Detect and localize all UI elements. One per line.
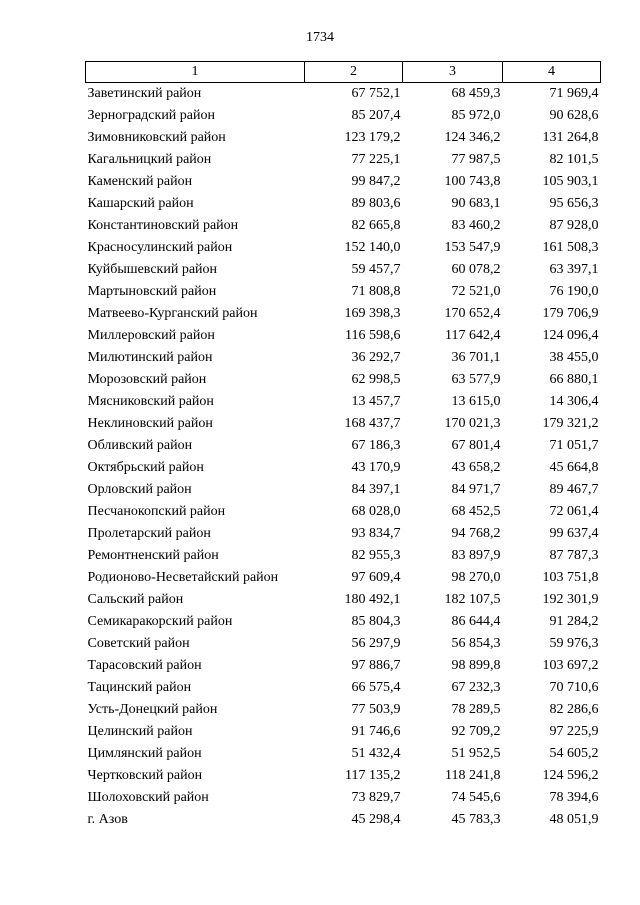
district-name-cell: Обливский район (87, 438, 193, 453)
value-cell: 99 637,4 (549, 526, 599, 541)
district-name-cell: Зерноградский район (87, 108, 215, 123)
value-cell: 68 028,0 (351, 504, 401, 519)
value-cell: 76 190,0 (549, 284, 599, 299)
value-cell: 131 264,8 (542, 130, 599, 145)
table-row (86, 347, 601, 369)
district-name-cell: Октябрьский район (87, 460, 204, 475)
table-row (86, 677, 601, 699)
value-cell: 87 787,3 (549, 548, 599, 563)
value-cell: 90 628,6 (549, 108, 599, 123)
value-cell: 124 346,2 (444, 130, 501, 145)
value-cell: 117 135,2 (345, 768, 401, 783)
district-name-cell: Пролетарский район (87, 526, 211, 541)
district-name-cell: Мартыновский район (87, 284, 217, 299)
value-cell: 124 096,4 (542, 328, 599, 343)
district-name-cell: Миллеровский район (87, 328, 215, 343)
value-cell: 74 545,6 (451, 790, 501, 805)
value-cell: 71 969,4 (549, 86, 599, 101)
value-cell: 63 577,9 (451, 372, 501, 387)
value-cell: 82 665,8 (351, 218, 401, 233)
value-cell: 98 270,0 (451, 570, 501, 585)
district-name-cell: Ремонтненский район (87, 548, 219, 563)
table-row (86, 369, 601, 391)
value-cell: 68 459,3 (451, 86, 501, 101)
table-row (86, 765, 601, 787)
value-cell: 43 170,9 (351, 460, 401, 475)
table-row (86, 83, 601, 106)
value-cell: 77 225,1 (351, 152, 401, 167)
table-row (86, 237, 601, 259)
value-cell: 124 596,2 (542, 768, 599, 783)
value-cell: 85 804,3 (351, 614, 401, 629)
value-cell: 103 751,8 (542, 570, 599, 585)
value-cell: 77 987,5 (451, 152, 501, 167)
value-cell: 92 709,2 (451, 724, 501, 739)
table-row (86, 633, 601, 655)
value-cell: 83 460,2 (451, 218, 501, 233)
district-name-cell: Усть-Донецкий район (87, 702, 218, 717)
district-name-cell: Чертковский район (87, 768, 203, 783)
value-cell: 71 051,7 (549, 438, 599, 453)
value-cell: 60 078,2 (451, 262, 501, 277)
value-cell: 168 437,7 (344, 416, 401, 431)
table-row (86, 567, 601, 589)
value-cell: 77 503,9 (351, 702, 401, 717)
value-cell: 67 232,3 (451, 680, 501, 695)
value-cell: 153 547,9 (444, 240, 501, 255)
table-row (86, 413, 601, 435)
district-name-cell: Мясниковский район (87, 394, 214, 409)
value-cell: 152 140,0 (344, 240, 401, 255)
table-row (86, 721, 601, 743)
value-cell: 89 803,6 (351, 196, 401, 211)
value-cell: 85 972,0 (451, 108, 501, 123)
column-header: 4 (503, 62, 601, 83)
table-row (86, 655, 601, 677)
table-row (86, 457, 601, 479)
value-cell: 56 297,9 (351, 636, 401, 651)
value-cell: 56 854,3 (451, 636, 501, 651)
value-cell: 72 061,4 (549, 504, 599, 519)
district-name-cell: Милютинский район (87, 350, 213, 365)
district-name-cell: Тацинский район (87, 680, 192, 695)
value-cell: 93 834,7 (351, 526, 401, 541)
table-row (86, 787, 601, 809)
table-row (86, 281, 601, 303)
value-cell: 105 903,1 (542, 174, 599, 189)
district-name-cell: Кагальницкий район (87, 152, 212, 167)
table-row (86, 501, 601, 523)
value-cell: 99 847,2 (351, 174, 401, 189)
data-table (85, 61, 601, 831)
value-cell: 66 880,1 (549, 372, 599, 387)
table-row (86, 589, 601, 611)
district-name-cell: Куйбышевский район (87, 262, 218, 277)
value-cell: 59 976,3 (549, 636, 599, 651)
table-row (86, 193, 601, 215)
value-cell: 89 467,7 (549, 482, 599, 497)
table-row (86, 545, 601, 567)
value-cell: 87 928,0 (549, 218, 599, 233)
table-row (86, 479, 601, 501)
value-cell: 95 656,3 (549, 196, 599, 211)
page-number: 1734 (306, 30, 334, 45)
value-cell: 179 321,2 (542, 416, 599, 431)
value-cell: 97 225,9 (549, 724, 599, 739)
district-name-cell: г. Азов (87, 812, 128, 827)
value-cell: 43 658,2 (451, 460, 501, 475)
table-row (86, 105, 601, 127)
table-row (86, 391, 601, 413)
table-row (86, 325, 601, 347)
district-name-cell: Сальский район (87, 592, 184, 607)
district-name-cell: Тарасовский район (87, 658, 202, 673)
value-cell: 14 306,4 (549, 394, 599, 409)
district-name-cell: Матвеево-Курганский район (87, 306, 258, 321)
value-cell: 78 289,5 (451, 702, 501, 717)
table-row (86, 523, 601, 545)
value-cell: 123 179,2 (344, 130, 401, 145)
district-name-cell: Неклиновский район (87, 416, 213, 431)
value-cell: 117 642,4 (445, 328, 501, 343)
value-cell: 84 397,1 (351, 482, 401, 497)
value-cell: 94 768,2 (451, 526, 501, 541)
table-row (86, 149, 601, 171)
district-name-cell: Песчанокопский район (87, 504, 226, 519)
value-cell: 51 432,4 (351, 746, 401, 761)
value-cell: 13 615,0 (451, 394, 501, 409)
value-cell: 73 829,7 (351, 790, 401, 805)
value-cell: 45 298,4 (351, 812, 401, 827)
table-header-row (86, 62, 601, 83)
value-cell: 170 021,3 (444, 416, 501, 431)
value-cell: 45 664,8 (549, 460, 599, 475)
district-name-cell: Зимовниковский район (87, 130, 226, 145)
column-header: 2 (305, 62, 403, 83)
column-header: 1 (86, 62, 305, 83)
value-cell: 82 286,6 (549, 702, 599, 717)
value-cell: 63 397,1 (549, 262, 599, 277)
table-body (86, 83, 601, 832)
value-cell: 82 955,3 (351, 548, 401, 563)
value-cell: 54 605,2 (549, 746, 599, 761)
value-cell: 68 452,5 (451, 504, 501, 519)
table-row (86, 171, 601, 193)
table-row (86, 699, 601, 721)
value-cell: 118 241,8 (445, 768, 501, 783)
value-cell: 51 952,5 (451, 746, 501, 761)
value-cell: 13 457,7 (351, 394, 401, 409)
value-cell: 62 998,5 (351, 372, 401, 387)
district-name-cell: Родионово-Несветайский район (87, 570, 279, 585)
table-row (86, 611, 601, 633)
value-cell: 192 301,9 (542, 592, 599, 607)
district-name-cell: Орловский район (87, 482, 192, 497)
value-cell: 91 746,6 (351, 724, 401, 739)
value-cell: 67 801,4 (451, 438, 501, 453)
table-row (86, 259, 601, 281)
table-row (86, 303, 601, 325)
value-cell: 38 455,0 (549, 350, 599, 365)
value-cell: 78 394,6 (549, 790, 599, 805)
value-cell: 161 508,3 (542, 240, 599, 255)
value-cell: 98 899,8 (451, 658, 501, 673)
value-cell: 45 783,3 (451, 812, 501, 827)
value-cell: 36 701,1 (451, 350, 501, 365)
district-name-cell: Кашарский район (87, 196, 194, 211)
value-cell: 66 575,4 (351, 680, 401, 695)
district-name-cell: Целинский район (87, 724, 193, 739)
district-name-cell: Константиновский район (87, 218, 239, 233)
value-cell: 179 706,9 (542, 306, 599, 321)
value-cell: 71 808,8 (351, 284, 401, 299)
district-name-cell: Заветинский район (87, 86, 202, 101)
value-cell: 84 971,7 (451, 482, 501, 497)
table-row (86, 127, 601, 149)
value-cell: 67 186,3 (351, 438, 401, 453)
value-cell: 116 598,6 (345, 328, 401, 343)
value-cell: 100 743,8 (444, 174, 501, 189)
district-name-cell: Каменский район (87, 174, 193, 189)
value-cell: 90 683,1 (451, 196, 501, 211)
value-cell: 169 398,3 (344, 306, 401, 321)
value-cell: 48 051,9 (549, 812, 599, 827)
value-cell: 85 207,4 (351, 108, 401, 123)
value-cell: 83 897,9 (451, 548, 501, 563)
district-name-cell: Советский район (87, 636, 190, 651)
value-cell: 97 609,4 (351, 570, 401, 585)
value-cell: 180 492,1 (344, 592, 401, 607)
value-cell: 182 107,5 (444, 592, 501, 607)
column-header: 3 (403, 62, 503, 83)
value-cell: 91 284,2 (549, 614, 599, 629)
district-name-cell: Морозовский район (87, 372, 207, 387)
table-row (86, 809, 601, 831)
table-row (86, 743, 601, 765)
value-cell: 67 752,1 (351, 86, 401, 101)
value-cell: 59 457,7 (351, 262, 401, 277)
value-cell: 36 292,7 (351, 350, 401, 365)
district-name-cell: Красносулинский район (87, 240, 233, 255)
district-name-cell: Цимлянский район (87, 746, 202, 761)
value-cell: 86 644,4 (451, 614, 501, 629)
value-cell: 170 652,4 (444, 306, 501, 321)
table-row (86, 215, 601, 237)
district-name-cell: Семикаракорский район (87, 614, 233, 629)
value-cell: 82 101,5 (549, 152, 599, 167)
district-name-cell: Шолоховский район (87, 790, 209, 805)
value-cell: 103 697,2 (542, 658, 599, 673)
table-row (86, 435, 601, 457)
value-cell: 70 710,6 (549, 680, 599, 695)
value-cell: 72 521,0 (451, 284, 501, 299)
value-cell: 97 886,7 (351, 658, 401, 673)
